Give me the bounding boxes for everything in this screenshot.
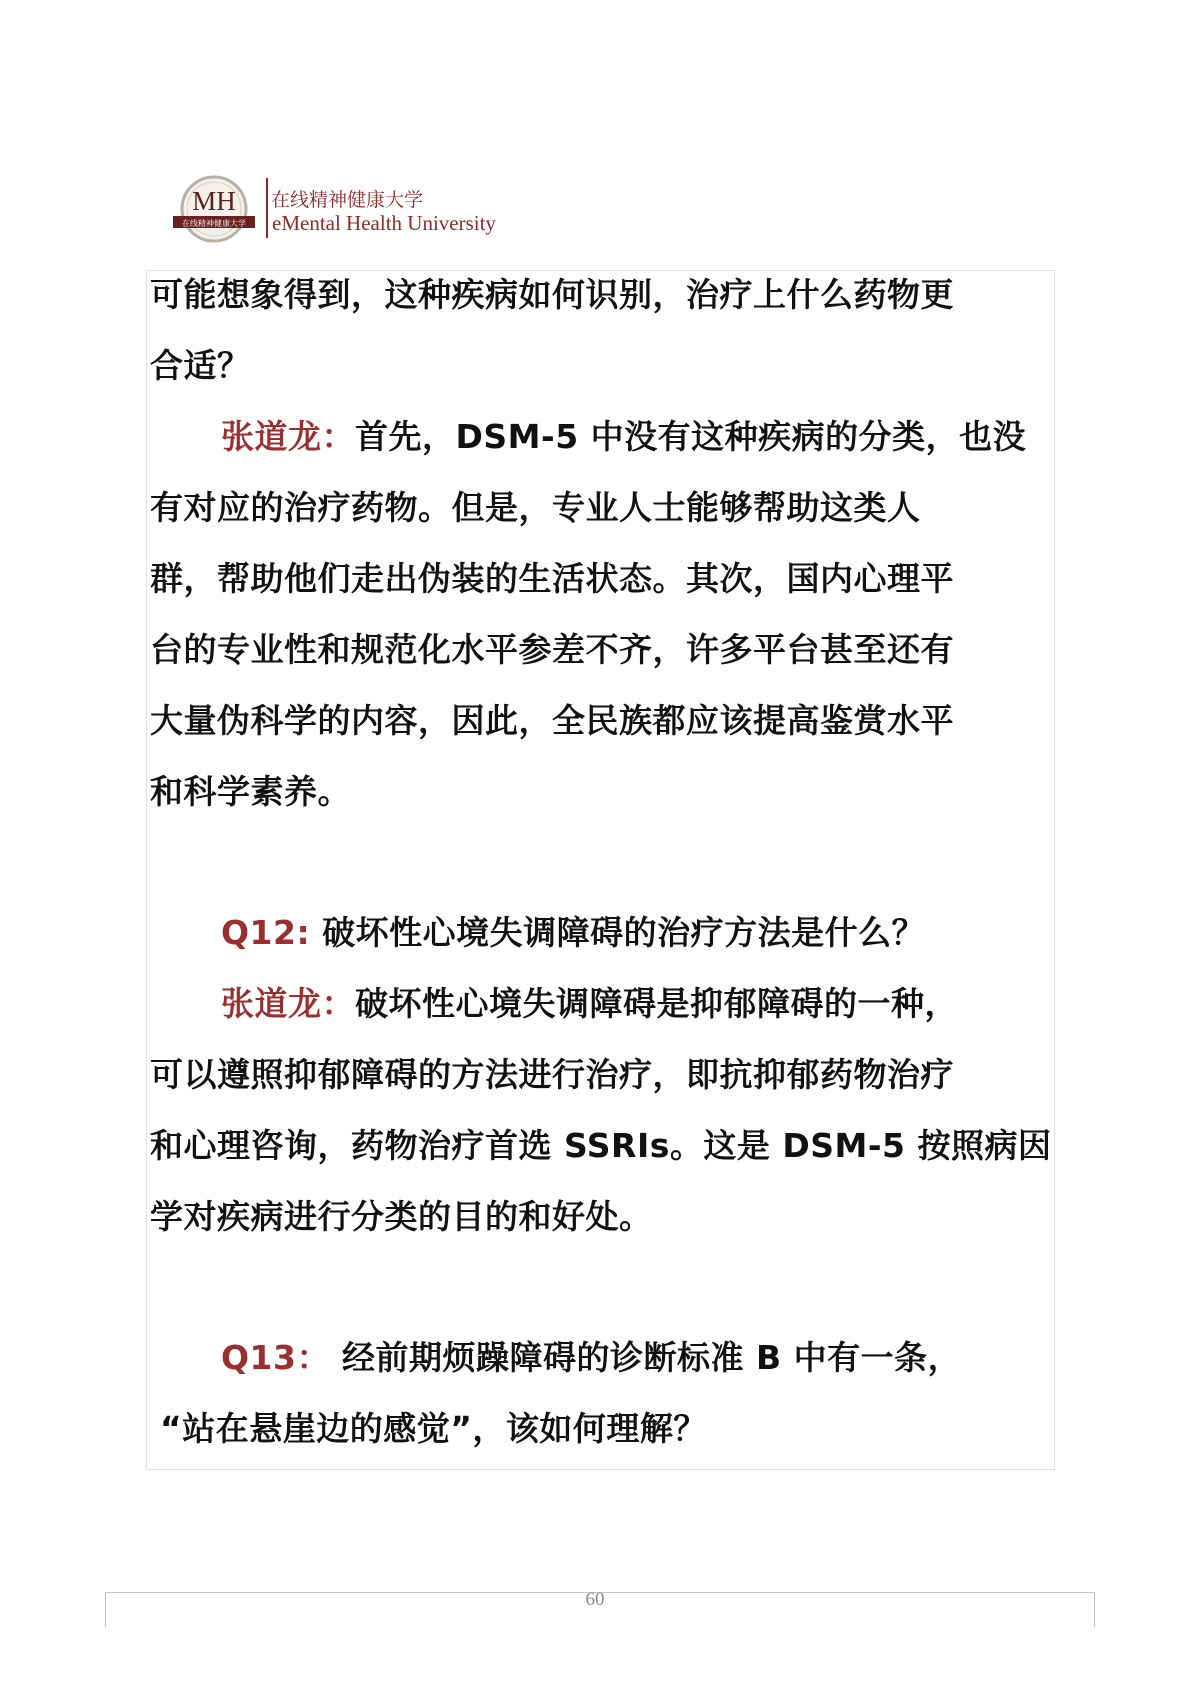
question-q13: [221, 1338, 961, 1378]
question-text: 破坏性心境失调障碍的治疗方法是什么？: [310, 913, 926, 952]
body-line: 大量伪科学的内容，因此，全民族都应该提高鉴赏水平: [150, 701, 954, 740]
body-line: 学对疾病进行分类的目的和好处。: [150, 1197, 653, 1236]
university-name-cn: 在线精神健康大学: [271, 189, 424, 211]
page-number: 60: [585, 1589, 605, 1610]
question-q12: [221, 913, 925, 953]
speaker-name: 张道龙：: [221, 984, 355, 1023]
question-text-line: “站在悬崖边的感觉”，该如何理解？: [160, 1409, 707, 1448]
university-logo: [173, 175, 255, 247]
question-label: Q12:: [221, 913, 311, 952]
question-text: 经前期烦躁障碍的诊断标准 B 中有一条，: [329, 1338, 962, 1377]
university-name-en: eMental Health University: [272, 211, 496, 235]
answer-paragraph: [221, 417, 1026, 457]
body-line: 群，帮助他们走出伪装的生活状态。其次，国内心理平: [150, 559, 954, 598]
body-line: 可以遵照抑郁障碍的方法进行治疗，即抗抑郁药物治疗: [150, 1055, 954, 1094]
body-line: 台的专业性和规范化水平参差不齐，许多平台甚至还有: [150, 630, 954, 669]
logo-mark-text: MH: [192, 186, 236, 216]
answer-text: 首先，DSM-5 中没有这种疾病的分类，也没: [355, 417, 1027, 456]
logo-banner-text: 在线精神健康大学: [182, 219, 246, 228]
body-line: 和心理咨询，药物治疗首选 SSRIs。这是 DSM-5 按照病因: [150, 1126, 1052, 1165]
body-line: 可能想象得到，这种疾病如何识别，治疗上什么药物更: [150, 275, 954, 314]
logo-divider: [266, 178, 268, 238]
body-line: 有对应的治疗药物。但是，专业人士能够帮助这类人: [150, 488, 921, 527]
answer-text: 破坏性心境失调障碍是抑郁障碍的一种，: [355, 984, 958, 1023]
question-label: Q13：: [221, 1338, 330, 1377]
body-line: 和科学素养。: [150, 772, 351, 811]
answer-paragraph: [221, 984, 958, 1024]
speaker-name: 张道龙：: [221, 417, 355, 456]
body-line: 合适？: [150, 346, 251, 385]
